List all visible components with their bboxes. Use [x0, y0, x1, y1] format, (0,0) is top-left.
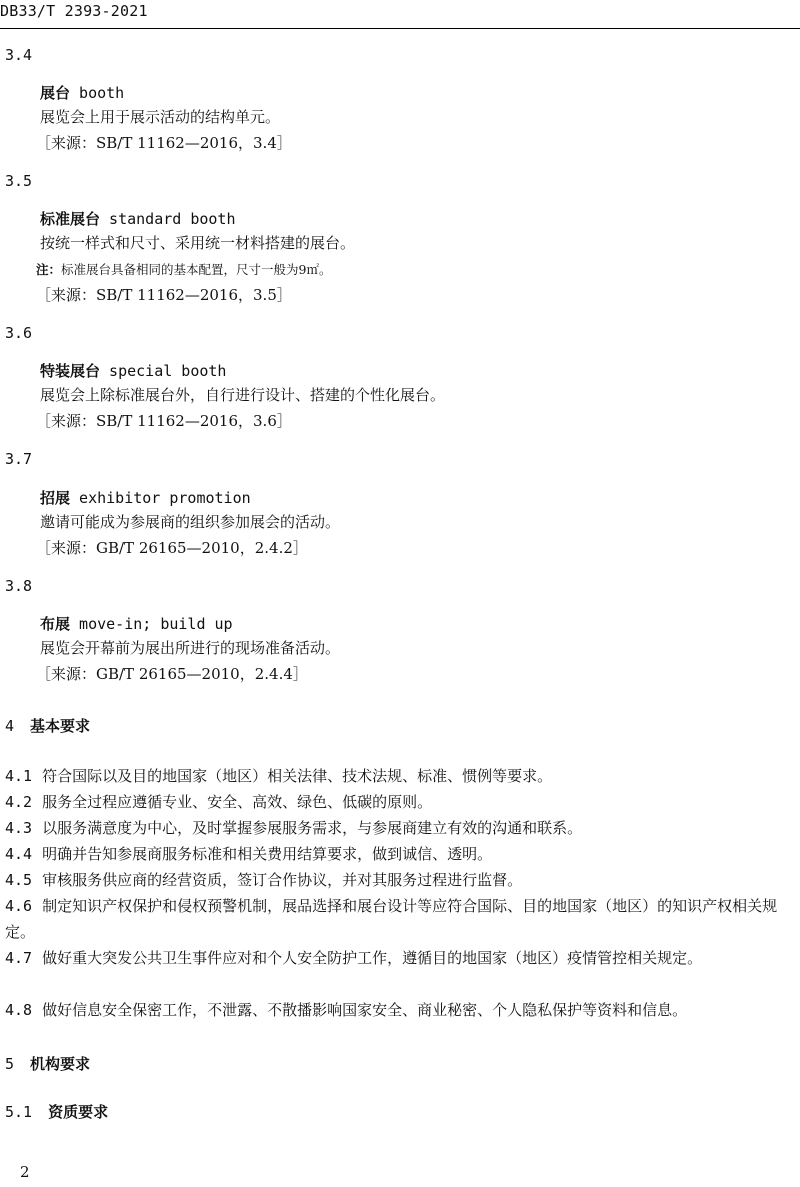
term-zh: 招展 [40, 489, 71, 507]
requirement-item [5, 867, 785, 893]
requirement-text: 服务全过程应遵循专业、安全、高效、绿色、低碳的原则。 [42, 793, 433, 811]
term-number: 3.5 [5, 172, 33, 190]
term-en: exhibitor promotion [70, 489, 251, 507]
document-code: DB33/T 2393-2021 [0, 2, 148, 20]
term-source: ［来源：GB/T 26165—2010，2.4.2］ [36, 539, 308, 557]
term-title [40, 82, 124, 103]
requirement-item [5, 789, 785, 815]
requirement-text: 符合国际以及目的地国家（地区）相关法律、技术法规、标准、惯例等要求。 [42, 767, 553, 785]
term-note [36, 260, 331, 278]
subsection-heading [5, 1101, 108, 1122]
requirement-item [5, 841, 785, 867]
requirement-number: 4.2 [5, 793, 33, 811]
term-definition: 展览会上除标准展台外，自行进行设计、搭建的个性化展台。 [40, 386, 446, 404]
section-number: 5 [5, 1055, 15, 1073]
requirement-item [5, 997, 785, 1023]
term-number: 3.4 [5, 46, 33, 64]
requirement-number: 4.7 [5, 949, 33, 967]
requirement-number: 4.3 [5, 819, 33, 837]
term-title [40, 613, 233, 634]
term-definition: 按统一样式和尺寸、采用统一材料搭建的展台。 [40, 234, 356, 252]
term-source: ［来源：SB/T 11162—2016，3.4］ [36, 134, 292, 152]
requirement-number: 4.4 [5, 845, 33, 863]
term-title [40, 360, 226, 381]
term-title [40, 208, 235, 229]
section-number: 4 [5, 717, 15, 735]
requirement-item [5, 945, 785, 971]
note-text: 标准展台具备相同的基本配置，尺寸一般为9㎡。 [61, 262, 332, 277]
term-en: standard booth [100, 210, 236, 228]
term-source: ［来源：SB/T 11162—2016，3.6］ [36, 412, 292, 430]
term-en: move-in; build up [70, 615, 233, 633]
subsection-number: 5.1 [5, 1103, 33, 1121]
term-zh: 标准展台 [40, 210, 101, 228]
section-heading [5, 1053, 90, 1074]
term-zh: 布展 [40, 615, 71, 633]
requirement-number: 4.6 [5, 897, 33, 915]
section-title: 基本要求 [30, 717, 91, 735]
requirement-text: 以服务满意度为中心，及时掌握参展服务需求，与参展商建立有效的沟通和联系。 [42, 819, 583, 837]
requirement-number: 4.1 [5, 767, 33, 785]
requirement-number: 4.5 [5, 871, 33, 889]
term-zh: 特装展台 [40, 362, 101, 380]
section-title: 机构要求 [30, 1055, 91, 1073]
requirement-text: 做好重大突发公共卫生事件应对和个人安全防护工作，遵循目的地国家（地区）疫情管控相关规定。 [42, 949, 703, 967]
page-number: 2 [20, 1163, 30, 1181]
term-number: 3.8 [5, 577, 33, 595]
term-zh: 展台 [40, 84, 71, 102]
subsection-title: 资质要求 [48, 1103, 109, 1121]
requirement-item [5, 763, 785, 789]
requirement-text: 做好信息安全保密工作，不泄露、不散播影响国家安全、商业秘密、个人隐私保护等资料和信息。 [42, 1001, 688, 1019]
term-number: 3.6 [5, 324, 33, 342]
term-source: ［来源：GB/T 26165—2010，2.4.4］ [36, 665, 308, 683]
term-title [40, 487, 251, 508]
header-rule [0, 28, 800, 29]
term-definition: 邀请可能成为参展商的组织参加展会的活动。 [40, 513, 341, 531]
term-en: special booth [100, 362, 227, 380]
term-definition: 展览会上用于展示活动的结构单元。 [40, 108, 281, 126]
requirement-text: 审核服务供应商的经营资质，签订合作协议，并对其服务过程进行监督。 [42, 871, 523, 889]
requirement-item [5, 815, 785, 841]
note-label: 注： [36, 262, 62, 277]
term-en: booth [70, 84, 125, 102]
term-definition: 展览会开幕前为展出所进行的现场准备活动。 [40, 639, 341, 657]
requirement-item [5, 893, 785, 945]
requirement-text: 制定知识产权保护和侵权预警机制，展品选择和展台设计等应符合国际、目的地国家（地区）的知识产权相关规定。 [5, 897, 778, 941]
section-heading [5, 715, 90, 736]
requirement-number: 4.8 [5, 1001, 33, 1019]
term-number: 3.7 [5, 450, 33, 468]
requirement-text: 明确并告知参展商服务标准和相关费用结算要求，做到诚信、透明。 [42, 845, 493, 863]
term-source: ［来源：SB/T 11162—2016，3.5］ [36, 286, 292, 304]
